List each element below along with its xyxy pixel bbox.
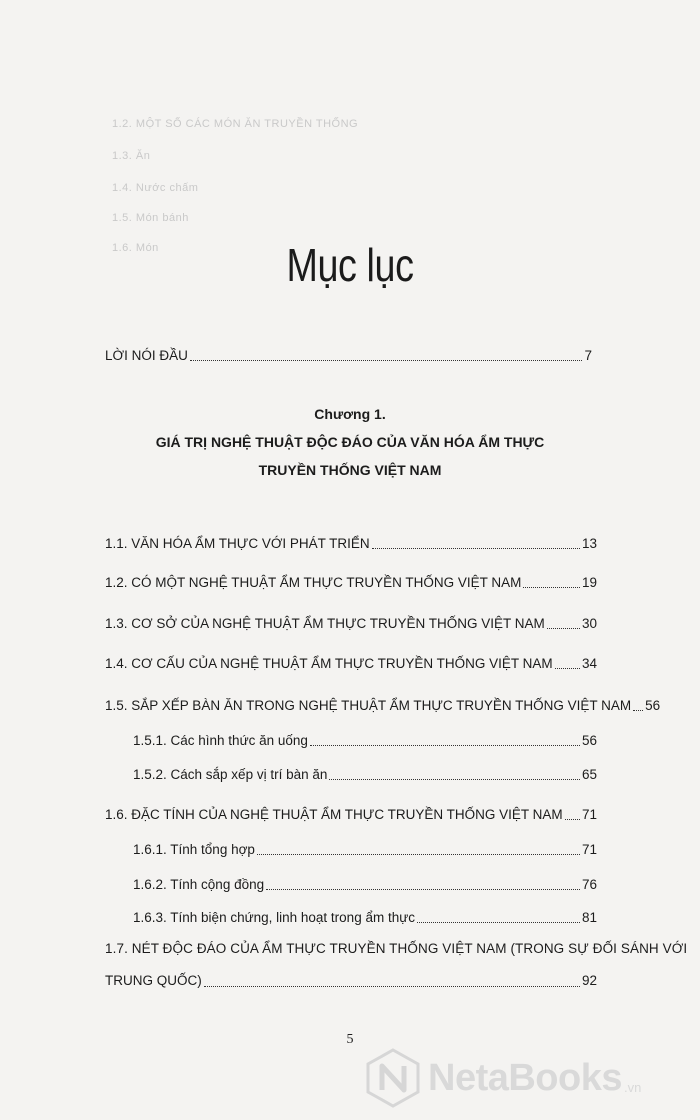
toc-entry-label: 1.1. VĂN HÓA ẨM THỰC VỚI PHÁT TRIỂN [105,536,370,551]
toc-entry-page: 19 [581,575,597,590]
dot-leader [565,819,580,820]
toc-entry-label: 1.5.1. Các hình thức ăn uống [133,733,308,748]
toc-entry-label: 1.6.2. Tính cộng đồng [133,877,265,892]
chapter-heading [0,400,700,484]
toc-entry-page: 56 [581,733,597,748]
watermark-brand: NetaBooks [428,1056,622,1099]
dot-leader [266,889,580,890]
ghost-line: 1.5. Món bánh [112,212,189,224]
chapter-title-line-2: TRUYỀN THỐNG VIỆT NAM [258,462,442,478]
dot-leader [547,628,580,629]
dot-leader [372,548,580,549]
dot-leader [310,745,580,746]
toc-entry[interactable] [105,655,597,673]
toc-subentry[interactable] [133,876,597,894]
toc-entry-label: 1.6.3. Tính biện chứng, linh hoạt trong ẩm thực [133,910,415,925]
ghost-line: 1.3. Ăn [112,150,151,162]
toc-entry-page: 71 [581,807,597,822]
toc-entry-label: 1.4. CƠ CẤU CỦA NGHỆ THUẬT ẨM THỰC TRUYỀN THỐNG VIỆT NAM [105,656,553,671]
toc-entry-label-line-2: TRUNG QUỐC) [105,973,202,988]
dot-leader [523,587,580,588]
toc-entry-label: 1.3. CƠ SỞ CỦA NGHỆ THUẬT ẨM THỰC TRUYỀN THỐNG VIỆT NAM [105,616,545,631]
toc-entry-page: 76 [581,877,597,892]
dot-leader [633,710,643,711]
toc-entry-label: 1.2. CÓ MỘT NGHỆ THUẬT ẨM THỰC TRUYỀN THỐNG VIỆT NAM [105,575,522,590]
toc-subentry[interactable] [133,766,597,784]
toc-entry-preface[interactable] [105,347,592,365]
chapter-number: Chương 1. [314,406,386,422]
toc-entry-label-line-1: 1.7. NÉT ĐỘC ĐÁO CỦA ẨM THỰC TRUYỀN THỐNG VIỆT NAM (TRONG SỰ ĐỐI SÁNH VỚI [105,941,688,956]
toc-entry-page: 71 [581,842,597,857]
toc-subentry[interactable] [133,909,597,927]
ghost-line: 1.6. Món [112,242,159,254]
toc-entry[interactable] [105,574,597,592]
toc-entry-page: 30 [581,616,597,631]
ghost-line: 1.2. MỘT SỐ CÁC MÓN ĂN TRUYỀN THỐNG [112,118,359,130]
toc-entry[interactable] [105,697,661,715]
toc-entry-page: 34 [581,656,597,671]
toc-entry[interactable] [105,615,597,633]
toc-entry[interactable] [105,806,597,824]
toc-entry-page: 13 [581,536,597,551]
chapter-title-line-1: GIÁ TRỊ NGHỆ THUẬT ĐỘC ĐÁO CỦA VĂN HÓA ẨM THỰC [155,434,545,450]
toc-entry-label: 1.5.2. Cách sắp xếp vị trí bàn ăn [133,767,328,782]
toc-entry-page: 81 [581,910,597,925]
toc-entry-label: 1.6. ĐẶC TÍNH CỦA NGHỆ THUẬT ẨM THỰC TRUYỀN THỐNG VIỆT NAM [105,807,563,822]
toc-entry-label: LỜI NÓI ĐẦU [105,348,188,363]
dot-leader [190,360,583,361]
dot-leader [555,668,580,669]
netabooks-n-icon [362,1047,424,1109]
watermark-suffix: .vn [624,1079,642,1095]
toc-subentry[interactable] [133,732,597,750]
toc-entry-label: 1.6.1. Tính tổng hợp [133,842,255,857]
toc-entry-page: 65 [581,767,597,782]
watermark-logo [362,1046,692,1110]
dot-leader [204,986,580,987]
dot-leader [417,922,580,923]
dot-leader [329,779,580,780]
toc-entry-page: 92 [581,973,597,988]
toc-subentry[interactable] [133,841,597,859]
ghost-line: 1.4. Nước chấm [112,182,199,194]
toc-entry-multiline[interactable] [105,938,688,992]
toc-entry-page: 7 [584,348,592,363]
dot-leader [257,854,580,855]
page-number: 5 [346,1032,354,1047]
toc-entry[interactable] [105,535,597,553]
toc-entry-page: 56 [645,698,661,713]
page-title: Mục lục [286,239,414,291]
toc-entry-label: 1.5. SẮP XẾP BÀN ĂN TRONG NGHỆ THUẬT ẨM THỰC TRUYỀN THỐNG VIỆT NAM [105,698,632,713]
